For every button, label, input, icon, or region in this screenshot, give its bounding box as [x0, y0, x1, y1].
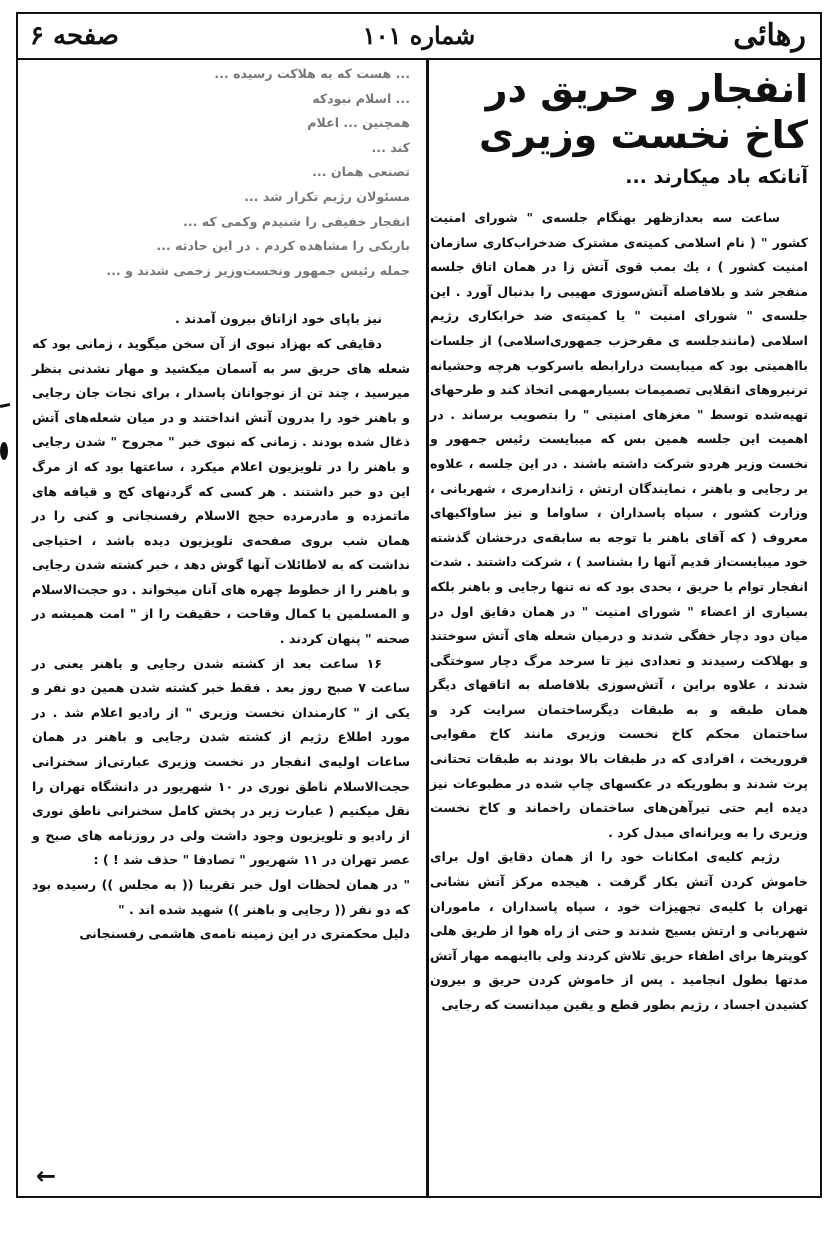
faded-line: ... هست که به هلاکت رسیده ... [214, 66, 410, 81]
spacer [32, 283, 410, 307]
faded-line: باریکی را مشاهده کردم . در این حادثه ... [156, 238, 410, 254]
right-column [430, 62, 808, 1018]
quotation: " در همان لحظات اول خبر تقریبا (( به مجلس )) رسیده بود که دو نفر (( رجایی و باهنر )) شهید شده اند . " [32, 877, 410, 917]
margin-scan-mark [0, 398, 12, 468]
headline-line-2: کاخ نخست وزیری [479, 113, 808, 157]
paragraph: ساعت سه بعدازظهر بهنگام جلسه‌ی " شورای امنیت کشور " ( نام اسلامی کمیته‌ی مشترک ضدخراب‌کاری سازمان امنیت کشور ) ، یك بمب قوی آتش زا در همان اتاق جلسه منفجر شد و بلافاصله آتش‌سوزی مهیبی را بدنبال آورد . این جلسه‌ی " شورای امنیت " یا کمیته‌ی ضد خرابکاری رژیم اسلامی (مانندجلسه ی مقرحزب جمهوری‌اسلامی) از جلسات بااهمیتی بود که میبایست درارابطه باسرکوب هرچه وحشیانه ترنیروهای انقلابی تصمیمات بسیارمهمی اتخاذ کند و طرحهای تهیه‌شده توسط " مغزهای امنیتی " را بتصویب برساند . در اهمیت این جلسه همین بس که میبایست رئیس جمهور و نخست وزیر هردو شرکت داشته باشند . در این جلسه ، علاوه بر رجایی و باهنر ، نمایندگان ارتش ، ژاندارمری ، شهربانی ، وزارت کشور ، سپاه پاسداران ، ساواما و نیز ساواکیهای معروف ( که آقای باهنر با توجه به سابقه‌ی درخشان گذشته خود میبایست‌از قدیم آنها را بشناسد ) ، شرکت داشتند . شدت انفجار توام با حریق ، بحدی بود که نه تنها رجایی و باهنر بلکه بسیاری از اعضاء " شورای امنیت " در همان دقایق اول در میان دود دچار خفگی شدند و درمیان شعله های آتش سوختند و بهلاکت رسیدند و تعدادی نیز تا سرحد مرگ دچار سوختگی شدند ، علاوه براین ، آتش‌سوزی بلافاصله به اتاقهای دیگر همان طبقه و به طبقات دیگرساختمان سرایت کرد و ساختمان محکم کاخ نخست وزیری مانند کاخ مقوایی فروریخت ، افرادی که در طبقات بالا بودند به طبقات تحتانی پرت شدند و بطوریکه در عکسهای چاپ شده در مطبوعات نیز دیده ایم حتی تیرآهن‌های ساختمان راخماند و کاخ نخست وزیری را به ویرانه‌ای مبدل کرد . [430, 210, 808, 840]
headline-line-1: انفجار و حریق در [485, 67, 808, 111]
page-number: صفحه ۶ [30, 21, 119, 51]
faded-line: کند ... [371, 139, 410, 155]
faded-line: همچنین ... اعلام [307, 115, 410, 131]
faded-line: ... اسلام نبودکه [312, 90, 410, 106]
scan-artifact [0, 403, 10, 408]
paragraph: ۱۶ ساعت بعد از کشته شدن رجایی و باهنر یعنی در ساعت ۷ صبح روز بعد . فقط خبر کشته شدن همین دو نفر و یکی از " کارمندان نخست وزیری " از رادیو اعلام شد . در مورد اطلاع رژیم از کشته شدن رجایی و باهنر در همان ساعات اولیه‌ی انفجار در نخست وزیری عبارتی‌از سخنرانی حجت‌الاسلام ناطق نوری در ۱۰ شهریور در دانشگاه تهران را نقل میکنیم ( عبارت زیر در پخش کامل سخنرانی ناطق نوری از رادیو و تلویزیون وجود داشت ولی در روزنامه های صبح و عصر تهران در ۱۱ شهریور " تصادفا " حذف شد ! ) : [32, 655, 410, 868]
paragraph: رژیم کلیه‌ی امکانات خود را از همان دقایق اول برای خاموش کردن آتش بکار گرفت . هیجده مرکز آتش نشانی تهران با کلیه‌ی تجهیزات خود ، سپاه پاسداران ، ماموران شهربانی و ارتش بسیج شدند و حتی از راه هوا از طریق هلی کوپترها برای اطفاء حریق تلاش کردند ولی بااینهمه مهار آتش مدتها بطول انجامید . پس از خاموش کردن حریق و بیرون کشیدن اجساد ، رژیم بطور قطع و یقین میدانست که رجایی [430, 849, 808, 1012]
faded-line: انفجار خفیفی را شنیدم وکمی که ... [183, 213, 410, 229]
paragraph: دلیل محکمتری در این زمینه نامه‌ی هاشمی رفسنجانی [79, 926, 410, 942]
faded-line: تصنعی همان ... [312, 164, 410, 180]
publication-name: رهائی [733, 18, 806, 53]
column-divider [426, 58, 429, 1196]
faded-line: جمله رئیس جمهور ونخست‌وزیر زخمی شدند و ... [106, 262, 410, 278]
paragraph: نیز باپای خود ازاتاق بیرون آمدند . [175, 311, 382, 327]
faded-text-block [32, 62, 410, 283]
subheadline: آنانکه باد میکارند ... [625, 166, 808, 188]
headline [430, 66, 808, 158]
faded-line: مسئولان رژیم تکرار شد ... [244, 188, 410, 204]
continue-arrow-icon: ← [36, 1162, 57, 1190]
issue-number: شماره ۱۰۱ [362, 21, 476, 50]
masthead [18, 14, 820, 60]
newspaper-page [16, 12, 822, 1198]
left-column [32, 62, 410, 947]
scan-artifact [0, 442, 8, 460]
paragraph: دقایقی که بهزاد نبوی از آن سخن میگوید ، زمانی بود که شعله های حریق سر به آسمان میکشید و مهار نشدنی بنظر میرسید ، چند تن از نوجوانان پاسدار ، برای نجات جان رجایی و باهنر خود را بدرون آتش انداختند و در میان شعله‌های آتش ذغال شده بودند . زمانی که نبوی خبر " مجروح " شدن رجایی و باهنر را در تلویزیون اعلام میکرد ، ساعتها بود که از مرگ این دو خبر داشتند . هر کسی که گردنهای کج و قیافه های ماتمزده و مادرمرده حجج الاسلام رفسنجانی و کنی را در همان شب بروی صفحه‌ی تلویزیون دیده باشد ، احتیاجی نداشت که به لاطائلات آنها گوش دهد ، خبر کشته شدن رجایی و باهنر را از خطوط چهره های آنان میخواند . دو حجت‌الاسلام و المسلمین با کمال وقاحت ، حقیقت را از " امت همیشه در صحنه " پنهان کردند . [32, 335, 410, 647]
